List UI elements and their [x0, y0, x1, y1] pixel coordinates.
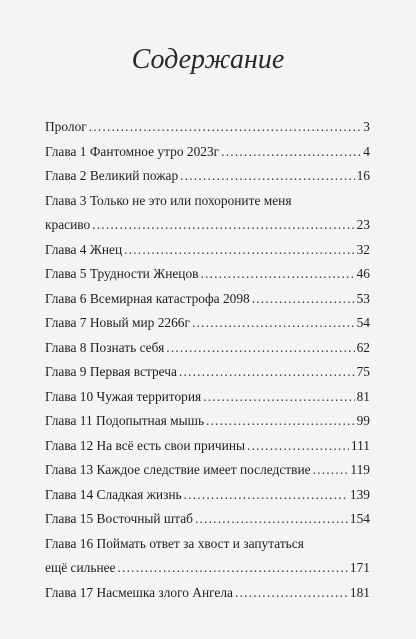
- toc-page-number: 99: [356, 413, 370, 428]
- toc-leader: [166, 336, 354, 361]
- toc-entry: [45, 164, 370, 189]
- toc-page-number: 81: [356, 388, 370, 404]
- toc-entry-title: Пролог: [45, 119, 87, 134]
- toc-leader: [192, 311, 355, 336]
- toc-page-number: 75: [356, 364, 370, 379]
- toc-entry: [45, 336, 370, 361]
- toc-leader: [221, 140, 361, 165]
- toc-entry: [45, 311, 370, 336]
- toc-entry: [45, 140, 370, 165]
- toc-entry: [45, 213, 370, 238]
- toc-page-number: 53: [356, 290, 370, 306]
- toc-entry-title: Глава 6 Всемирная катастрофа 2098: [45, 290, 250, 306]
- toc-entry-title: Глава 1 Фантомное утро 2023г: [45, 143, 220, 159]
- toc-entry: [45, 507, 370, 532]
- toc-entry: [45, 262, 370, 287]
- toc-entry: [45, 238, 370, 263]
- toc-entry-title: Глава 5 Трудности Жнецов: [45, 266, 199, 281]
- toc-leader: [184, 483, 348, 508]
- toc-entry-title: Глава 17 Насмешка злого Ангела: [45, 584, 234, 600]
- toc-entry-title: Глава 2 Великий пожар: [45, 168, 179, 183]
- toc-leader: [235, 581, 348, 606]
- toc-page-number: 3: [363, 119, 370, 134]
- toc-leader: [195, 507, 348, 532]
- page-title: Содержание: [131, 44, 285, 75]
- toc-entry: [45, 458, 370, 483]
- toc-entry: [45, 385, 370, 410]
- toc-entry-title: Глава 4 Жнец: [45, 241, 123, 257]
- toc-leader: [247, 434, 349, 459]
- toc-entry-title: Глава 12 На всё есть свои причины: [45, 437, 245, 453]
- toc-page-number: 139: [349, 486, 370, 502]
- toc-entry-title: Глава 10 Чужая территория: [45, 388, 202, 404]
- toc-page-number: 23: [356, 217, 370, 232]
- toc-page-number: 119: [350, 462, 370, 477]
- toc-entry-title: ещё сильнее: [45, 560, 116, 575]
- toc-page-number: 181: [349, 584, 370, 600]
- toc-entry-title: Глава 15 Восточный штаб: [45, 511, 193, 526]
- toc-entry-title: Глава 7 Новый мир 2266г: [45, 315, 190, 330]
- toc-page-number: 46: [356, 266, 370, 281]
- toc-page-number: 154: [349, 511, 370, 526]
- toc-entry-title: Глава 16 Поймать ответ за хвост и запутаться: [45, 535, 304, 551]
- toc-entry-title: Глава 8 Познать себя: [45, 339, 165, 355]
- toc-leader: [180, 164, 354, 189]
- toc-entry: [45, 409, 370, 434]
- toc-leader: [92, 213, 354, 238]
- toc-entry-title: Глава 3 Только не это или похороните меня: [45, 192, 292, 208]
- toc-page-number: 16: [356, 168, 370, 183]
- table-of-contents: [45, 115, 370, 605]
- toc-entry-title: красиво: [45, 217, 91, 232]
- toc-leader: [124, 238, 354, 263]
- toc-entry: [45, 556, 370, 581]
- toc-entry: [45, 360, 370, 385]
- toc-entry-title: Глава 11 Подопытная мышь: [45, 413, 205, 428]
- toc-page-number: 32: [356, 241, 370, 257]
- toc-leader: [201, 262, 355, 287]
- toc-page-number: 171: [349, 560, 370, 575]
- toc-leader: [252, 287, 355, 312]
- toc-leader: [313, 458, 349, 483]
- toc-entry: [45, 483, 370, 508]
- toc-entry: [45, 434, 370, 459]
- toc-entry: [45, 189, 370, 214]
- toc-leader: [179, 360, 355, 385]
- toc-entry-title: Глава 13 Каждое следствие имеет последствие: [45, 462, 311, 477]
- toc-entry: [45, 115, 370, 140]
- toc-leader: [118, 556, 348, 581]
- toc-entry-title: Глава 9 Первая встреча: [45, 364, 177, 379]
- toc-leader: [89, 115, 362, 140]
- toc-leader: [203, 385, 354, 410]
- toc-entry: [45, 532, 370, 557]
- toc-page-number: 4: [363, 143, 370, 159]
- toc-page-number: 54: [356, 315, 370, 330]
- toc-page-number: 62: [356, 339, 370, 355]
- toc-entry: [45, 287, 370, 312]
- toc-page-number: 111: [350, 437, 370, 453]
- toc-entry: [45, 581, 370, 606]
- toc-leader: [206, 409, 355, 434]
- toc-entry-title: Глава 14 Сладкая жизнь: [45, 486, 182, 502]
